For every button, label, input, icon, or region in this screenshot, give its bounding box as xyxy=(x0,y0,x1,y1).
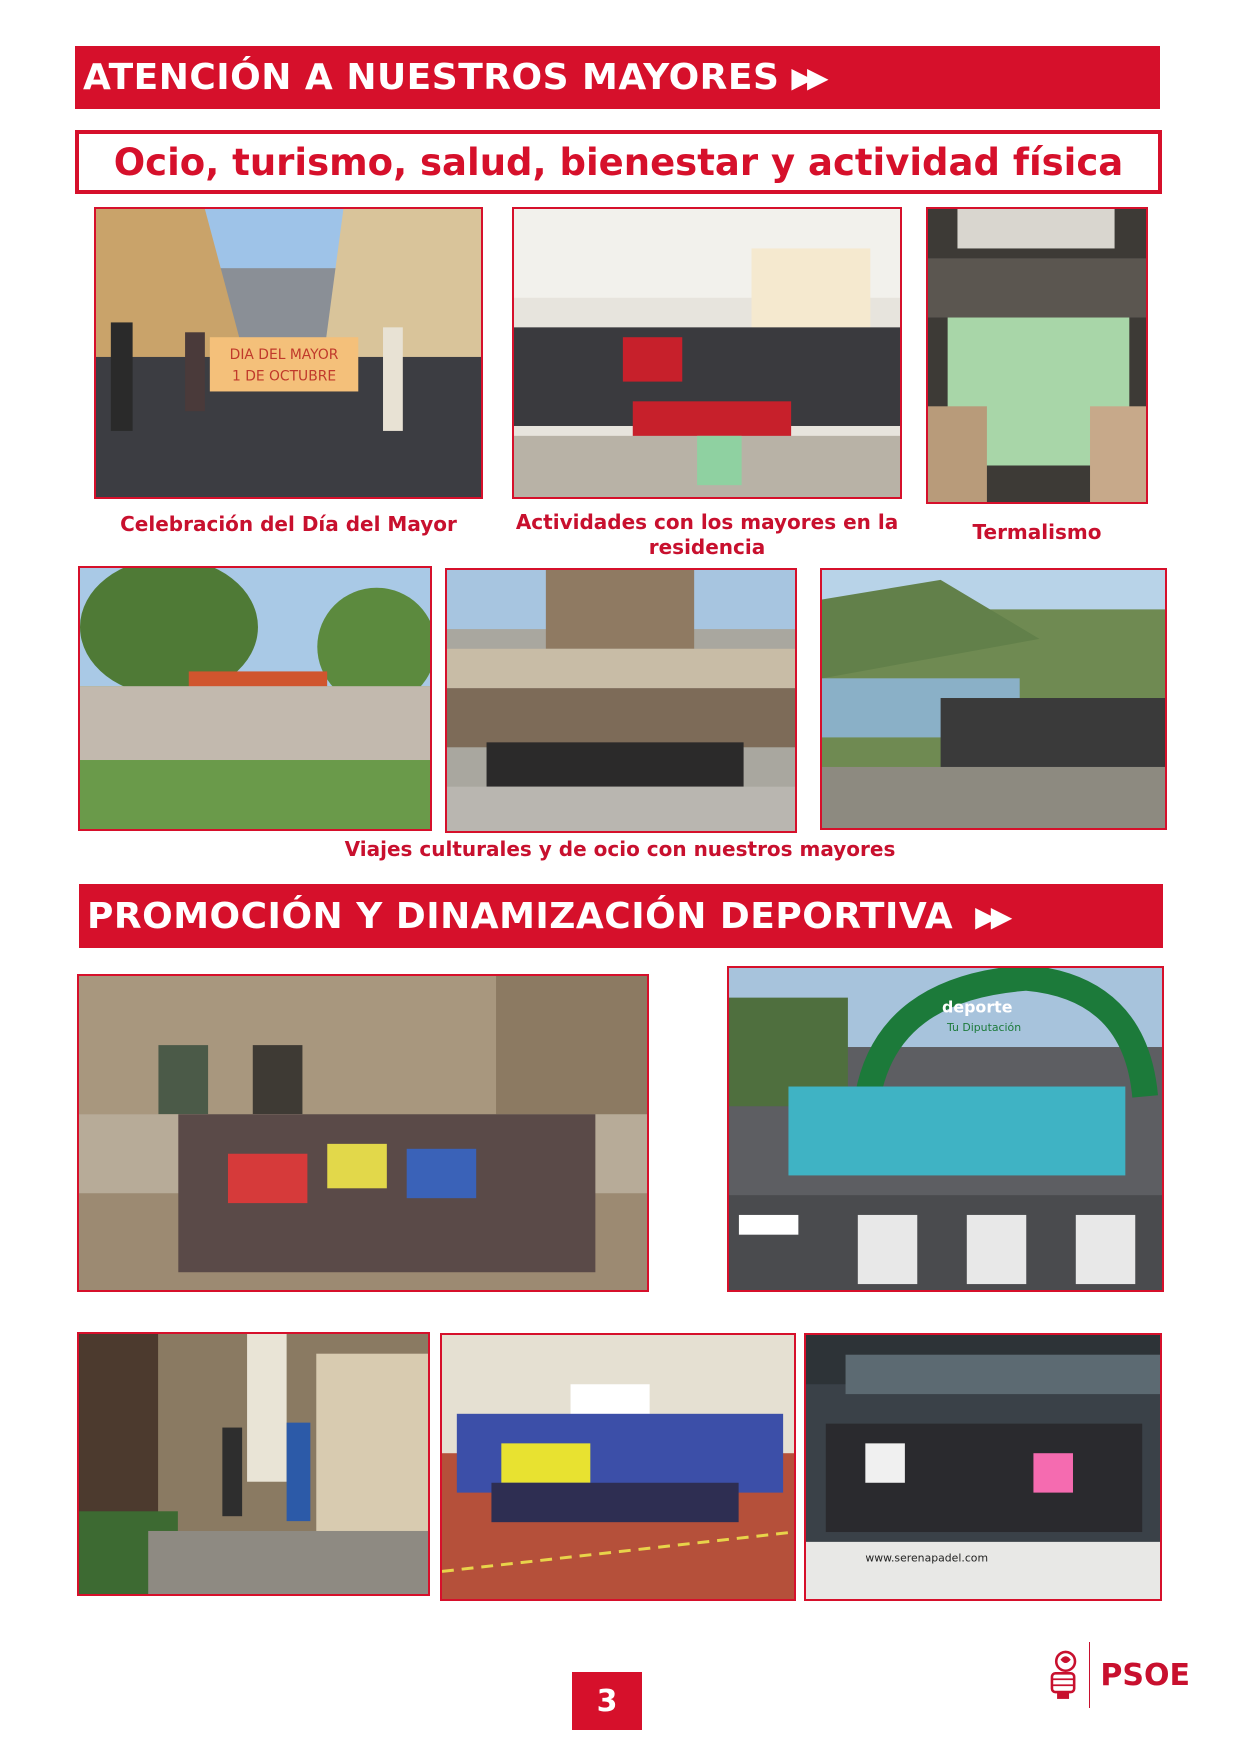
padel-sponsor-text: www.serenapadel.com xyxy=(865,1551,989,1565)
photo-residencia xyxy=(512,207,902,499)
caption-viajes: Viajes culturales y de ocio con nuestros mayores xyxy=(344,837,896,861)
arch-subtext: Tu Diputación xyxy=(946,1021,1022,1035)
arch-text: deporte xyxy=(942,997,1013,1017)
subtitle-text: Ocio, turismo, salud, bienestar y actividad física xyxy=(113,140,1124,184)
logo-text: PSOE xyxy=(1100,1657,1190,1693)
psoe-logo xyxy=(1040,1640,1190,1710)
section-title-text: PROMOCIÓN Y DINAMIZACIÓN DEPORTIVA xyxy=(87,895,954,937)
logo-divider xyxy=(1089,1642,1091,1708)
section-title-text: ATENCIÓN A NUESTROS MAYORES xyxy=(83,57,780,98)
page-number: 3 xyxy=(572,1672,642,1730)
double-arrow-icon: ▶▶ xyxy=(975,899,1007,933)
section-title-mayores xyxy=(75,46,1160,109)
photo-ciclismo-monasterio xyxy=(77,974,649,1292)
photo-carrera-calle xyxy=(77,1332,430,1596)
subtitle-box xyxy=(75,130,1162,194)
photo-pabellon-deportivo xyxy=(440,1333,796,1601)
photo-carrera-infantil xyxy=(727,966,1164,1292)
photo-viaje-parque xyxy=(78,566,432,831)
banner-line2: 1 DE OCTUBRE xyxy=(231,368,337,385)
photo-viaje-monasterio xyxy=(445,568,797,833)
section-title-deportiva xyxy=(79,884,1163,948)
rose-fist-icon xyxy=(1040,1645,1083,1705)
photo-termalismo xyxy=(926,207,1148,504)
caption-dia-mayor: Celebración del Día del Mayor xyxy=(120,512,457,536)
banner-line1: DIA DEL MAYOR xyxy=(229,346,339,363)
photo-padel xyxy=(804,1333,1162,1601)
caption-termalismo: Termalismo xyxy=(972,520,1102,544)
photo-viaje-rio xyxy=(820,568,1167,830)
caption-residencia: Actividades con los mayores en la residencia xyxy=(515,510,899,559)
double-arrow-icon: ▶▶ xyxy=(791,61,823,94)
photo-dia-mayor xyxy=(94,207,483,499)
